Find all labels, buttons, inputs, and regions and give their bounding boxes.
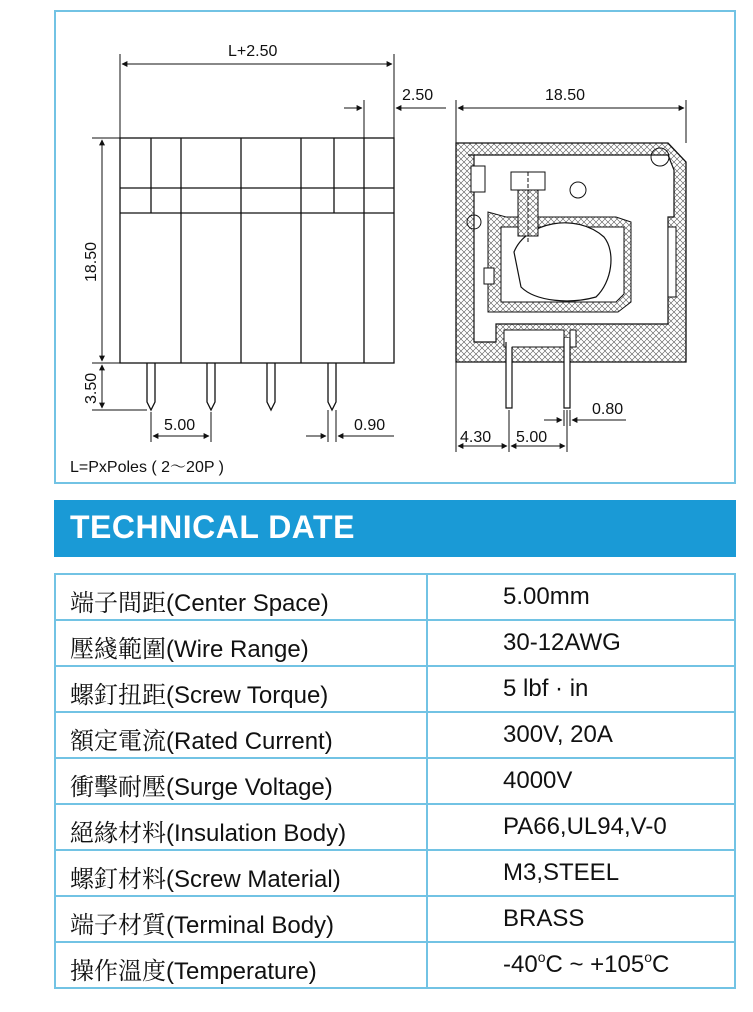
spec-label: 端子間距(Center Space) <box>70 590 329 617</box>
section-header <box>54 500 736 557</box>
spec-value: 300V, 20A <box>503 721 613 748</box>
degree-symbol: o <box>644 949 653 965</box>
column-divider <box>426 805 428 849</box>
spec-label: 螺釘扭距(Screw Torque) <box>70 682 329 709</box>
spec-value-temperature <box>503 951 669 979</box>
spec-value: 5.00mm <box>503 583 590 610</box>
section-title: TECHNICAL DATE <box>70 509 355 545</box>
temp-range: C ~ +105 <box>545 951 645 978</box>
dim-side-pin-width-label: 0.80 <box>592 401 624 418</box>
dim-length-label: L+2.50 <box>228 43 278 60</box>
spec-row-rated-current <box>56 713 734 759</box>
spec-value: 5 lbf · in <box>503 675 589 702</box>
spec-label: 壓綫範圍(Wire Range) <box>70 636 309 663</box>
column-divider <box>426 713 428 757</box>
drawing-svg <box>56 12 734 482</box>
spec-row-temperature <box>56 943 734 987</box>
degree-symbol: o <box>537 949 546 965</box>
front-pins <box>147 363 336 410</box>
spec-label: 衝擊耐壓(Surge Voltage) <box>70 774 333 801</box>
temp-min: -40 <box>503 951 538 978</box>
column-divider <box>426 851 428 895</box>
side-view <box>456 143 686 408</box>
dim-pin-length-label: 3.50 <box>83 372 100 404</box>
column-divider <box>426 667 428 711</box>
dim-height-label: 18.50 <box>83 241 100 282</box>
spec-label: 螺釘材料(Screw Material) <box>70 866 341 893</box>
spec-row-center-space <box>56 575 734 621</box>
column-divider <box>426 575 428 619</box>
column-divider <box>426 897 428 941</box>
spec-label: 絕緣材料(Insulation Body) <box>70 820 347 847</box>
spec-row-screw-torque <box>56 667 734 713</box>
dim-pitch-label: 5.00 <box>164 417 196 434</box>
column-divider <box>426 621 428 665</box>
pole-formula: L=PxPoles ( 2～20P ) <box>70 459 225 476</box>
column-divider <box>426 943 428 987</box>
spec-label: 額定電流(Rated Current) <box>70 728 333 755</box>
dim-pitch-offset-label: 2.50 <box>402 87 434 104</box>
front-view <box>120 138 394 410</box>
dim-pin-width-label: 0.90 <box>354 417 386 434</box>
spec-value: 4000V <box>503 767 573 794</box>
spec-table <box>54 573 736 989</box>
spec-value: PA66,UL94,V-0 <box>503 813 667 840</box>
spec-row-screw-material <box>56 851 734 897</box>
spec-row-surge-voltage <box>56 759 734 805</box>
spec-row-wire-range <box>56 621 734 667</box>
spec-value: BRASS <box>503 905 585 932</box>
dim-side-offset-label: 4.30 <box>460 429 492 446</box>
spec-row-terminal-body <box>56 897 734 943</box>
spec-value: M3,STEEL <box>503 859 620 886</box>
spec-row-insulation-body <box>56 805 734 851</box>
temp-unit: C <box>652 951 670 978</box>
column-divider <box>426 759 428 803</box>
dim-side-width-label: 18.50 <box>545 87 586 104</box>
spec-label: 操作溫度(Temperature) <box>70 958 317 985</box>
dim-side-pitch-label: 5.00 <box>516 429 548 446</box>
spec-value: 30-12AWG <box>503 629 621 656</box>
spec-label: 端子材質(Terminal Body) <box>70 912 335 939</box>
technical-drawing <box>54 10 736 484</box>
